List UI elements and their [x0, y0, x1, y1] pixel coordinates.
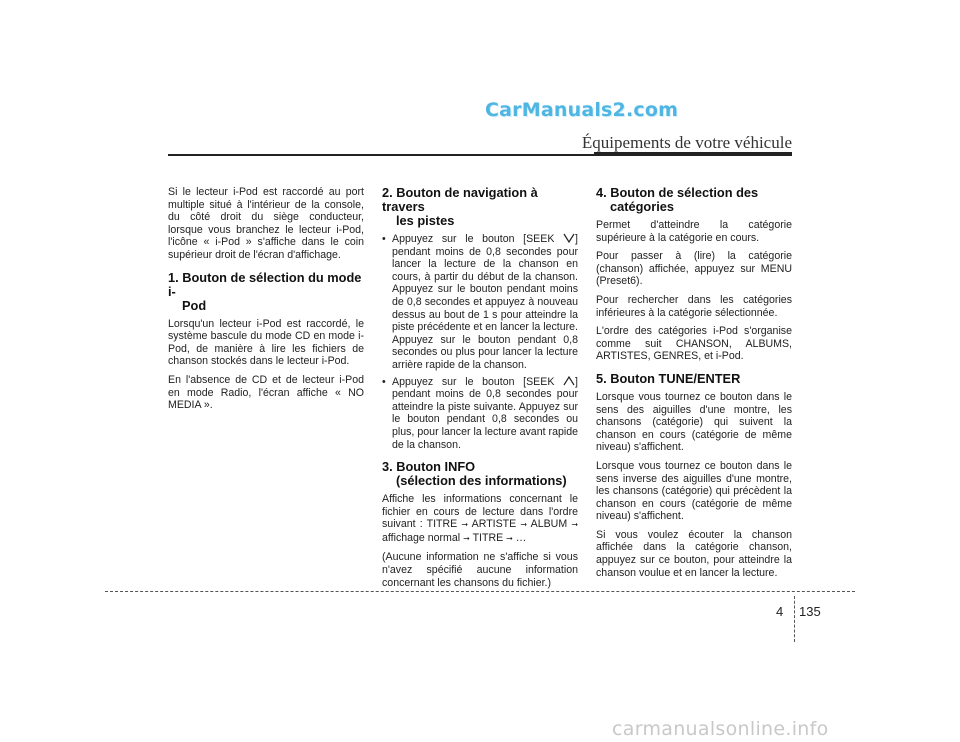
section-4-heading: 4. Bouton de sélection des catégories — [596, 185, 759, 214]
bullet-dot: • — [382, 233, 386, 245]
section-4-paragraph-1: Permet d'atteindre la catégorie supérieure à la catégorie en cours. — [596, 219, 792, 244]
carmanuals2-watermark: CarManuals2.com — [485, 99, 679, 121]
header-rule-accent — [594, 152, 792, 156]
section-3-heading: 3. Bouton INFO (sélection des informations) — [382, 459, 567, 489]
section-1-paragraph-1: Lorsqu'un lecteur i-Pod est raccordé, le système bascule du mode CD en mode i-Pod, de manière à lire les fichiers de chanson stockés dans le lecteur i-Pod. — [168, 317, 364, 368]
section-5-paragraph-1: Lorsque vous tournez ce bouton dans le sens des aiguilles d'une montre, les chansons (catégorie) qui suivent la chanson en cours (catégorie de même niveau) s'affichent. — [596, 390, 792, 454]
chapter-number: 4 — [776, 604, 784, 619]
arrow-icon: ➞ — [463, 533, 470, 543]
intro-paragraph: Si le lecteur i-Pod est raccordé au port multiple situé à l'intérieur de la console, du côté droit du siège conducteur, lorsque vous branchez le lecteur i-Pod, l'icône « i-Pod » s'affiche dans le coin supérieur droit de l'écran d'affichage. — [168, 186, 364, 261]
arrow-icon: ➞ — [506, 533, 513, 543]
footer-rule — [105, 591, 855, 592]
carmanualsonline-watermark: carmanualsonline.info — [612, 718, 829, 740]
arrow-icon: ➞ — [520, 520, 528, 530]
section-1-paragraph-2: En l'absence de CD et de lecteur i-Pod en mode Radio, l'écran affiche « NO MEDIA ». — [168, 373, 364, 412]
seek-up-icon — [563, 376, 575, 386]
bullet-dot: • — [382, 375, 386, 388]
section-4-paragraph-2: Pour passer à (lire) la catégorie (chanson) affichée, appuyez sur MENU (Preset6). — [596, 250, 792, 288]
column-2 — [382, 186, 578, 595]
arrow-icon: ➞ — [571, 520, 579, 530]
section-2-heading: 2. Bouton de navigation à travers les pistes — [382, 185, 538, 228]
section-4-paragraph-3: Pour rechercher dans les catégories inférieures à la catégorie sélectionnée. — [596, 293, 792, 319]
section-1-heading: 1. Bouton de sélection du mode i- Pod — [168, 269, 362, 313]
page-header-title: Équipements de votre véhicule — [581, 133, 792, 152]
section-5-heading: 5. Bouton TUNE/ENTER — [596, 370, 741, 386]
arrow-icon: ➞ — [461, 520, 469, 530]
section-4-paragraph-4: L'ordre des catégories i-Pod s'organise comme suit CHANSON, ALBUMS, ARTISTES, GENRES, et i-Pod. — [596, 325, 792, 363]
page-number: 135 — [799, 604, 821, 619]
section-3-paragraph-1: Affiche les informations concernant le fichier en cours de lecture dans l'ordre suivant : TITRE ➞ ARTISTE ➞ ALBUM ➞ affichage normal ➞ TITRE ➞ … — [382, 493, 579, 544]
seek-down-icon — [563, 233, 575, 243]
seek-up-bullet: • Appuyez sur le bouton [SEEK ] pendant moins de 0,8 secondes pour atteindre la piste suivante. Appuyez sur le bouton pendant 0,8 secondes ou plus, pour lancer la lecture avant rapide de la chanson. — [382, 375, 578, 451]
footer-divider — [794, 596, 795, 642]
column-1 — [168, 186, 364, 418]
column-3 — [596, 186, 792, 585]
section-3-paragraph-2: (Aucune information ne s'affiche si vous n'avez spécifié aucune information concernant les chansons du fichier.) — [382, 551, 578, 589]
seek-down-bullet: • Appuyez sur le bouton [SEEK ] pendant moins de 0,8 secondes pour lancer la lecture de la chanson en cours, à partir du début de la chanson. Appuyez sur le bouton pendant moins de 0,8 secondes et appuyez à nouveau dessus au bout de 1 s pour atteindre la piste précédente et en lancer la lecture. Appuyez sur le bouton pendant 0,8 secondes ou plus pour lancer la lecture arrière rapide de la chanson. — [382, 233, 578, 371]
section-5-paragraph-2: Lorsque vous tournez ce bouton dans le sens inverse des aiguilles d'une montre, les chansons (catégorie) qui précèdent la chanson en cours (catégorie de même niveau) s'affichent. — [596, 459, 792, 523]
section-5-paragraph-3: Si vous voulez écouter la chanson affichée dans la catégorie chanson, appuyez sur ce bouton, pour atteindre la chanson voulue et en lancer la lecture. — [596, 528, 792, 579]
